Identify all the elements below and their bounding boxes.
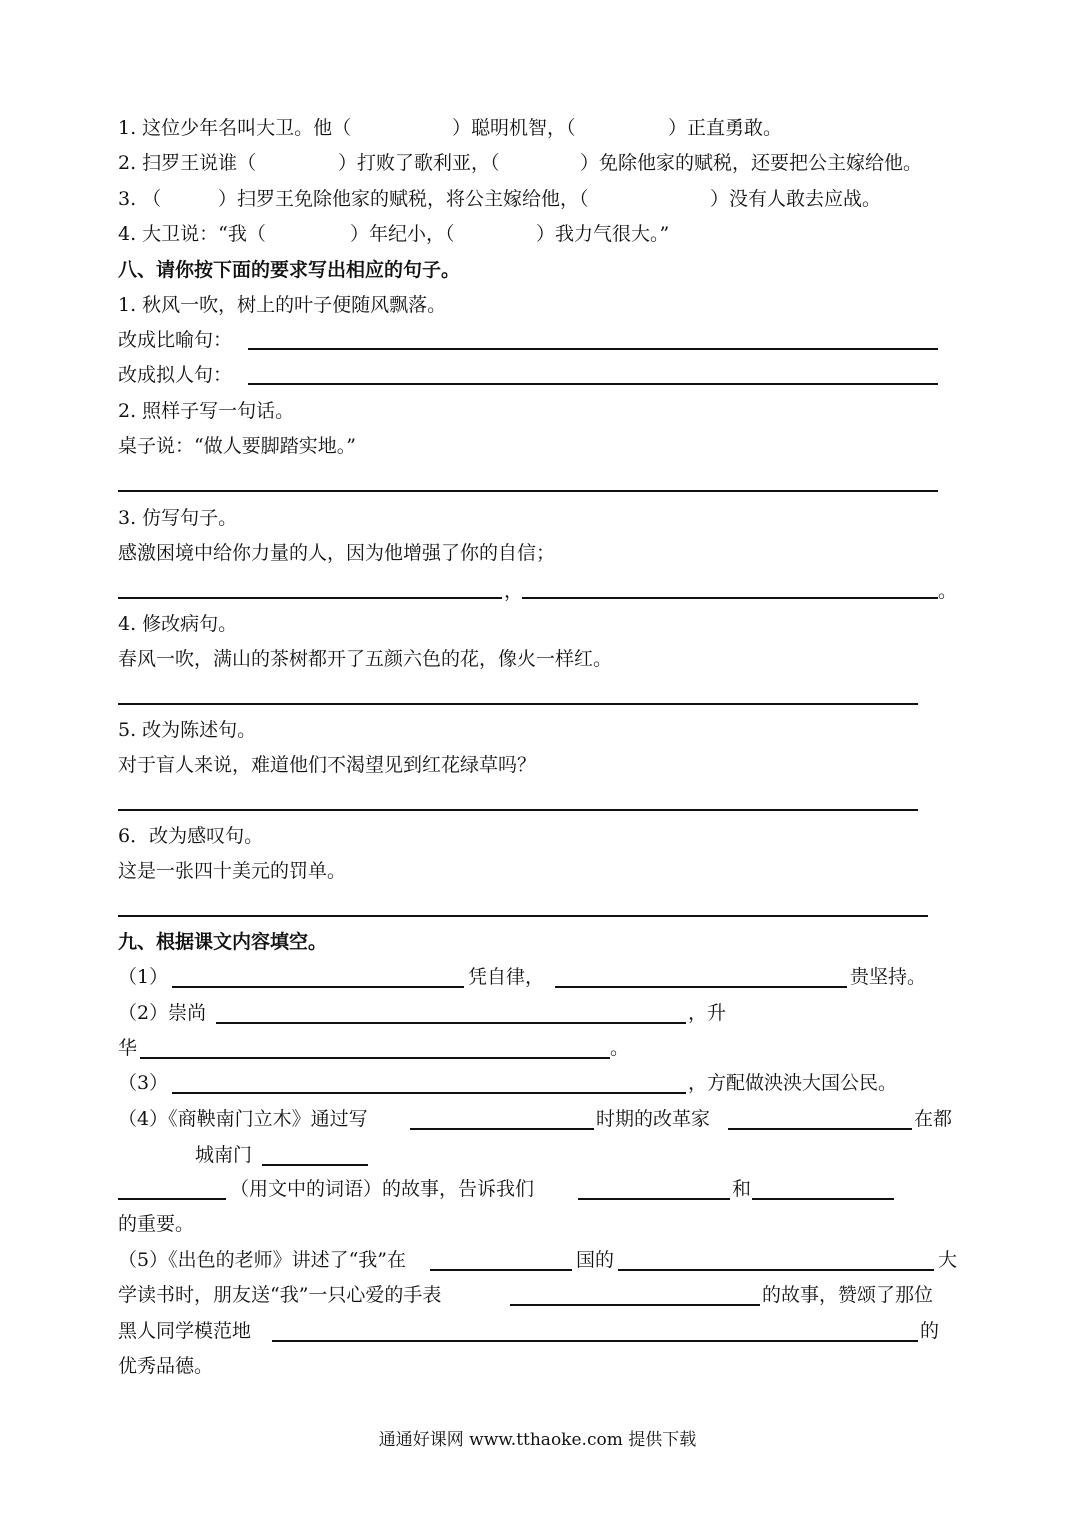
s8-q5-sentence: 对于盲人来说，难道他们不渴望见到红花绿草吗？	[118, 754, 537, 776]
s9-item4-blank-2[interactable]	[728, 1128, 912, 1130]
s8-q1-personify-label: 改成拟人句：	[118, 364, 233, 386]
s8-q4-prompt: 4. 修改病句。	[118, 613, 238, 635]
s8-q5-prompt: 5. 改为陈述句。	[118, 719, 257, 741]
s9-item4-blank-4[interactable]	[118, 1198, 226, 1200]
s8-q4-answer-line[interactable]	[118, 703, 918, 705]
s9-item5-line2b: 的故事，赞颂了那位	[762, 1284, 934, 1306]
s8-q2-answer-line[interactable]	[118, 490, 938, 492]
s9-item3-num: （3）	[118, 1072, 169, 1094]
s9-item4-blank-1[interactable]	[410, 1128, 594, 1130]
s8-q6-sentence: 这是一张四十美元的罚单。	[118, 860, 347, 882]
conj-q1-part2: ）聪明机智，（	[452, 117, 576, 139]
s8-q1-simile-answer-line[interactable]	[248, 348, 938, 350]
section-8-title: 八、请你按下面的要求写出相应的句子。	[118, 259, 461, 281]
conj-q3-part2: ）扫罗王免除他家的赋税，将公主嫁给他，（	[218, 188, 589, 210]
s9-item5-blank-3[interactable]	[510, 1304, 760, 1306]
s9-item4-line3a: （用文中的词语）的故事，告诉我们	[230, 1178, 535, 1200]
s8-q2-example: 桌子说：“做人要脚踏实地。”	[118, 435, 356, 457]
s8-q1-personify-answer-line[interactable]	[248, 383, 938, 385]
s8-q3-prompt: 3. 仿写句子。	[118, 507, 238, 529]
s9-item5-blank-4[interactable]	[272, 1340, 918, 1342]
s8-q6-prompt: 6．改为感叹句。	[118, 825, 264, 847]
conj-q4-part2: ）年纪小，（	[350, 223, 455, 245]
s9-item4-line4: 的重要。	[118, 1213, 195, 1235]
conj-q4-part3: ）我力气很大。”	[536, 223, 670, 245]
s8-q3-example: 感激困境中给你力量的人，因为他增强了你的自信；	[118, 542, 556, 564]
conj-q4-part1: 4. 大卫说：“我（	[118, 223, 266, 245]
s9-item3-end: ，方配做泱泱大国公民。	[688, 1072, 898, 1094]
s9-item2-period: 。	[610, 1037, 630, 1059]
s9-item4-mid: 时期的改革家	[596, 1108, 711, 1130]
s8-q2-prompt: 2. 照样子写一句话。	[118, 400, 295, 422]
s8-q6-answer-line[interactable]	[118, 915, 928, 917]
s9-item2-num: （2）崇尚	[118, 1002, 207, 1024]
s8-q5-answer-line[interactable]	[118, 809, 918, 811]
s8-q3-comma: ，	[504, 580, 524, 602]
s9-item5-guo: 国的	[576, 1249, 615, 1271]
s9-item5-line3a: 黑人同学模范地	[118, 1320, 252, 1342]
s8-q4-sentence: 春风一吹，满山的茶树都开了五颜六色的花，像火一样红。	[118, 648, 613, 670]
s9-item5-line2a: 学读书时，朋友送“我”一只心爱的手表	[118, 1284, 442, 1306]
s9-item1-num: （1）	[118, 966, 169, 988]
s9-item3-blank[interactable]	[172, 1092, 686, 1094]
s9-item2-blank-1[interactable]	[216, 1022, 686, 1024]
s9-item4-blank-3[interactable]	[262, 1164, 368, 1166]
s9-item2-blank-2[interactable]	[140, 1057, 610, 1059]
conj-q2-part1: 2. 扫罗王说谁（	[118, 152, 257, 174]
s8-q1-prompt: 1. 秋风一吹，树上的叶子便随风飘落。	[118, 294, 447, 316]
s9-item1-end: 贵坚持。	[850, 966, 927, 988]
conj-q2-part2: ）打败了歌利亚，（	[338, 152, 500, 174]
page-footer: 通通好课网 www.tthaoke.com 提供下载	[378, 1430, 697, 1450]
conj-q1-part3: ）正直勇敢。	[668, 117, 783, 139]
s9-item2-comma: ，升	[688, 1002, 727, 1024]
s9-item2-hua: 华	[118, 1037, 138, 1059]
s9-item4-line2: 城南门	[195, 1144, 253, 1166]
s9-item4-blank-6[interactable]	[752, 1198, 894, 1200]
s8-q1-simile-label: 改成比喻句：	[118, 329, 233, 351]
section-9-title: 九、根据课文内容填空。	[118, 931, 328, 953]
s9-item4-end: 在都	[914, 1108, 953, 1130]
s9-item1-blank-1[interactable]	[172, 986, 464, 988]
s9-item4-num: （4）《商鞅南门立木》通过写	[118, 1108, 368, 1130]
s9-item5-num: （5）《出色的老师》讲述了“我”在	[118, 1249, 407, 1271]
s9-item5-blank-2[interactable]	[618, 1269, 934, 1271]
s9-item1-blank-2[interactable]	[555, 986, 847, 988]
conj-q1-part1: 1. 这位少年名叫大卫。他（	[118, 117, 352, 139]
s9-item5-da: 大	[938, 1249, 958, 1271]
s8-q3-period: 。	[938, 580, 958, 602]
s9-item4-blank-5[interactable]	[578, 1198, 730, 1200]
s9-item1-mid: 凭自律，	[468, 966, 545, 988]
s8-q3-answer-line-2[interactable]	[522, 597, 938, 599]
s8-q3-answer-line-1[interactable]	[118, 597, 502, 599]
s9-item5-line3b: 的	[920, 1320, 940, 1342]
conj-q3-part1: 3. （	[118, 188, 162, 210]
conj-q3-part3: ）没有人敢去应战。	[710, 188, 882, 210]
s9-item4-line3b: 和	[732, 1178, 752, 1200]
conj-q2-part3: ）免除他家的赋税，还要把公主嫁给他。	[580, 152, 923, 174]
s9-item5-blank-1[interactable]	[430, 1269, 572, 1271]
s9-item5-line4: 优秀品德。	[118, 1355, 214, 1377]
